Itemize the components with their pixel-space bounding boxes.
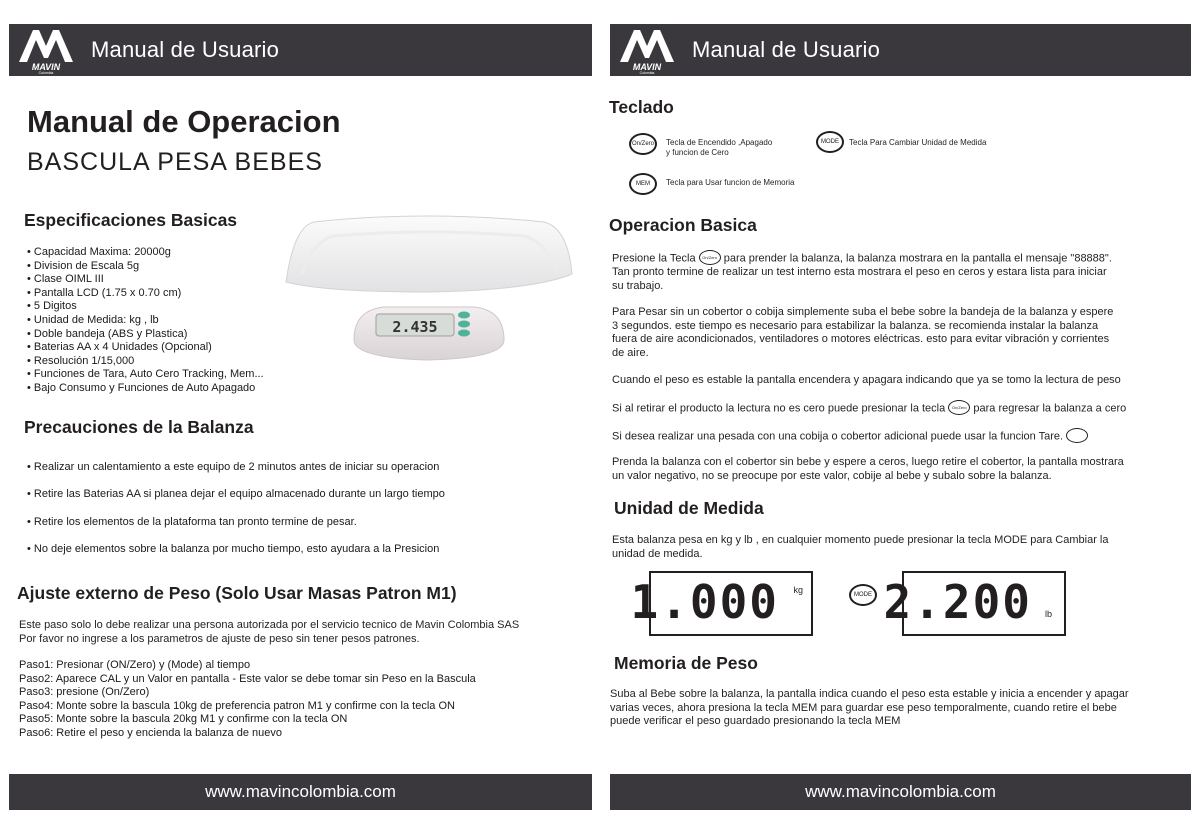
on-zero-key-description [666,138,772,158]
key-label: On/Zero [631,141,654,147]
adjust-intro-line: Este paso solo lo debe realizar una persona autorizada por el servicio tecnico de Mavin Colombia SAS [19,619,520,631]
basic-paragraph-1 [612,251,1172,293]
para-text: para regresar la balanza a cero [973,402,1127,415]
para-text: para prender la balanza, la balanza mostrara en la pantalla el mensaje "88888". [723,252,1112,265]
para-line: unidad de medida. [612,547,703,560]
product-lcd-value: 2.435 [392,318,438,336]
para-text: Si al retirar el producto la lectura no es cero puede presionar la tecla [612,402,946,415]
on-zero-key-icon [948,400,970,415]
para-line: Suba al Bebe sobre la balanza, la pantalla indica cuando el peso esta estable y inicia a encender y apagar [610,688,1129,700]
para-line: 3 segundos. este tiempo es necesario para estabilizar la balanza. se recomienda instalar la balanza [612,319,1099,332]
spec-item: • Pantalla LCD (1.75 x 0.70 cm) [27,287,264,301]
basic-paragraph-5 [612,429,1088,444]
memory-heading: Memoria de Peso [614,653,758,673]
specs-heading: Especificaciones Basicas [24,210,238,230]
header-title: Manual de Usuario [91,37,280,62]
spec-item: • Funciones de Tara, Auto Cero Tracking, Mem... [27,368,264,382]
para-line: varias veces, ahora presiona la tecla MEM para guardar ese peso temporalmente, cuando retire el bebe [610,701,1117,714]
key-label: On/Zero [951,405,967,410]
adjust-intro-line: Por favor no ingrese a los parametros de ajuste de peso sin tener pesos patrones. [19,632,420,645]
para-line: Tan pronto termine de realizar un test interno esta mostrara el peso en ceros y estara lista para iniciar [612,266,1107,278]
mem-key-description: Tecla para Usar funcion de Memoria [666,178,795,187]
basic-paragraph-4 [612,401,1126,416]
basic-paragraph-2 [612,306,1113,360]
key-desc-line: Tecla de Encendido ,Apagado [666,138,773,147]
spec-item: • Bajo Consumo y Funciones de Auto Apagado [27,382,264,396]
precaution-item: • Realizar un calentamiento a este equipo de 2 minutos antes de iniciar su operacion [27,461,439,473]
logo-subtext: Colombia [639,71,655,74]
basic-paragraph-3: Cuando el peso es estable la pantalla encendera y apagara indicando que ya se tomo la lectura de peso [612,374,1121,386]
para-line: su trabajo. [612,279,664,292]
para-line: Prenda la balanza con el cobertor sin bebe y espere a ceros, luego retire el cobertor, la pantalla mostrara [612,456,1124,468]
page-header [610,24,1191,76]
footer-url: www.mavincolombia.com [805,782,996,801]
adjust-steps [19,659,476,741]
mode-key-icon [816,131,844,153]
adjust-heading: Ajuste externo de Peso (Solo Usar Masas Patron M1) [17,583,457,603]
unit-heading: Unidad de Medida [614,498,764,518]
keyboard-heading: Teclado [609,97,674,117]
para-line: Para Pesar sin un cobertor o cobija simplemente suba el bebe sobre la bandeja de la balanza y espere [612,306,1114,318]
precaution-item: • No deje elementos sobre la balanza por mucho tiempo, esto ayudara a la Presicion [27,543,439,555]
lcd-display-lb [883,571,1066,636]
key-label: MODE [821,139,839,145]
adjust-step: Paso4: Monte sobre la bascula 10kg de preferencia patron M1 y confirme con la tecla ON [19,699,455,712]
spec-item: • 5 Digitos [27,300,264,314]
logo-text: MAVIN [31,62,61,72]
key-label: On/Zero [702,255,717,260]
page-header [9,24,592,76]
lcd-display-kg [630,571,813,636]
baby-scale-image [284,212,574,372]
mode-key-icon [849,584,877,606]
para-text: Si desea realizar una pesada con una cobija o cobertor adicional puede usar la funcion Tare. [612,430,1064,443]
para-line: puede verificar el peso guardado presionando la tecla MEM [610,715,901,728]
on-zero-key-icon [699,250,721,265]
adjust-step: Paso3: presione (On/Zero) [19,686,150,699]
adjust-step: Paso6: Retire el peso y encienda la balanza de nuevo [19,726,282,739]
key-desc-line: y funcion de Cero [666,148,729,157]
spec-item: • Doble bandeja (ABS y Plastica) [27,328,264,342]
key-label: MODE [854,592,872,598]
logo-text: MAVIN [632,62,662,72]
memory-text [610,688,1129,729]
spec-item: • Capacidad Maxima: 20000g [27,246,264,260]
adjust-intro [19,619,519,646]
header-title: Manual de Usuario [692,37,881,62]
logo-subtext: Colombia [38,71,54,74]
tare-key-icon [1066,428,1088,443]
para-line: de aire. [612,346,649,359]
lcd-value: 2.200 [883,575,1032,629]
mode-key-description: Tecla Para Cambiar Unidad de Medida [849,138,987,147]
page-footer [610,774,1191,810]
document-title: Manual de Operacion [27,104,341,139]
lcd-value: 1.000 [630,575,779,629]
basic-operation-heading: Operacion Basica [609,215,757,235]
unit-text [612,534,1109,561]
spec-item: • Baterias AA x 4 Unidades (Opcional) [27,341,264,355]
document-subtitle: BASCULA PESA BEBES [27,148,323,176]
page-footer [9,774,592,810]
spec-item: • Unidad de Medida: kg , lb [27,314,264,328]
spec-item: • Resolución 1/15,000 [27,355,264,369]
spec-item: • Division de Escala 5g [27,260,264,274]
precaution-item: • Retire las Baterias AA si planea dejar el equipo almacenado durante un largo tiempo [27,488,445,500]
specs-list [27,246,264,396]
precaution-item: • Retire los elementos de la plataforma tan pronto termine de pesar. [27,516,357,528]
manual-page-right [600,0,1200,821]
basic-paragraph-6 [612,456,1124,483]
mavin-logo [9,24,81,76]
key-label: MEM [636,181,650,187]
adjust-step: Paso1: Presionar (ON/Zero) y (Mode) al tiempo [19,659,251,671]
on-zero-key-icon [629,133,657,155]
mem-key-icon [629,173,657,195]
precautions-heading: Precauciones de la Balanza [24,417,254,437]
spec-item: • Clase OIML III [27,273,264,287]
lcd-unit: lb [1044,609,1052,619]
para-line: fuera de aire acondicionados, ventiladores o motores eléctricas. esto para evitar vibración y corrientes [612,333,1110,346]
adjust-step: Paso5: Monte sobre la bascula 20kg M1 y confirme con la tecla ON [19,713,348,726]
para-text: Presione la Tecla [612,252,696,265]
lcd-unit: kg [793,585,803,595]
footer-url: www.mavincolombia.com [205,782,396,801]
mavin-logo [610,24,682,76]
adjust-step: Paso2: Aparece CAL y un Valor en pantalla - Este valor se debe tomar sin Peso en la Bascula [19,672,476,685]
para-line: Esta balanza pesa en kg y lb , en cualquier momento puede presionar la tecla MODE para Cambiar la [612,534,1109,546]
para-line: un valor negativo, no se preocupe por este valor, cobije al bebe y subalo sobre la balanza. [612,469,1052,482]
